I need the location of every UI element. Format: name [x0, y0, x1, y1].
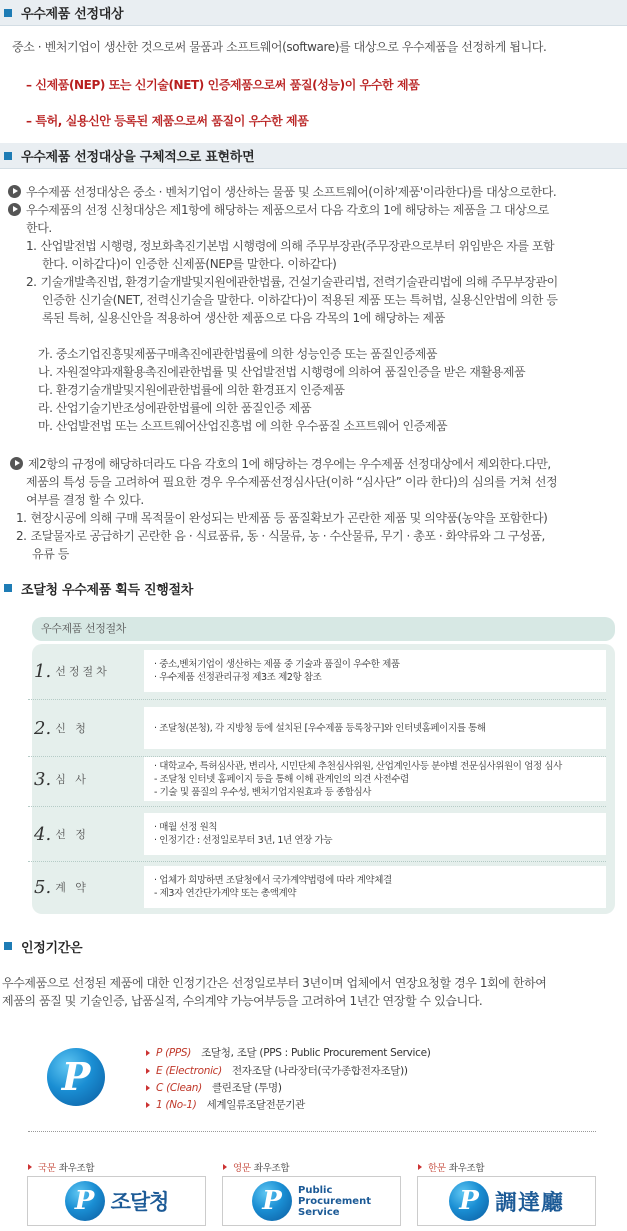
pps-key: 1 (No-1)	[156, 1098, 197, 1111]
step-label	[28, 813, 148, 855]
step-description	[144, 707, 606, 749]
pps-logo-icon: P	[449, 1181, 489, 1221]
sub-item: 라. 산업기술기반조성에관한법률에 의한 품질인증 제품	[38, 401, 312, 415]
arrow-item-3-cont-2: 여부를 결정 할 수 있다.	[26, 493, 144, 507]
arrow-item-2-cont: 한다.	[26, 221, 52, 235]
triangle-bullet-icon	[146, 1085, 150, 1091]
step-label	[28, 650, 148, 692]
section-bullet-icon	[4, 9, 12, 17]
logo-wordmark: 調達廳	[494, 1189, 564, 1216]
procedure-step-2	[28, 707, 613, 749]
step-divider	[28, 861, 606, 862]
section-title: 인정기간은	[21, 940, 83, 956]
section-header-period	[0, 933, 627, 959]
step-name: 선 정	[55, 828, 89, 841]
item-number: 2.	[26, 275, 37, 289]
step-line: - 제3자 연간단가계약 또는 총액계약	[154, 888, 297, 899]
dotted-divider	[28, 1131, 596, 1132]
procedure-step-5	[28, 866, 613, 908]
sub-item: 마. 산업발전법 또는 소프트웨어산업진흥법 에 의한 우수품질 소프트웨어 인증제품	[38, 419, 448, 433]
item-number: 1.	[26, 239, 37, 253]
logo-wordmark: 조달청	[110, 1190, 169, 1214]
step-description	[144, 757, 606, 801]
step-line: · 인정기간 : 선정일로부터 3년, 1년 연장 가능	[154, 835, 333, 846]
step-line: · 우수제품 선정관리규정 제3조 제2항 참조	[154, 672, 322, 683]
arrow-bullet-icon	[8, 203, 21, 216]
step-number: 4.	[34, 823, 52, 845]
step-description	[144, 650, 606, 692]
step-divider	[28, 806, 606, 807]
pps-key: E (Electronic)	[156, 1064, 222, 1077]
section-header-target	[0, 0, 627, 26]
procedure-box-title: 우수제품 선정절차	[32, 617, 615, 641]
triangle-bullet-icon	[146, 1068, 150, 1074]
procedure-step-1	[28, 650, 613, 692]
section1-point-1: – 신제품(NEP) 또는 신기술(NET) 인증제품으로써 품질(성능)이 우수한 제품	[26, 78, 420, 92]
triangle-bullet-icon	[28, 1164, 32, 1170]
step-name: 계 약	[55, 881, 89, 894]
pps-key: C (Clean)	[156, 1081, 202, 1094]
section1-point-2: – 특허, 실용신안 등록된 제품으로써 품질이 우수한 제품	[26, 114, 309, 128]
logo-letter: P	[61, 1054, 91, 1099]
procedure-step-3	[28, 757, 613, 801]
caption-highlight: 한문	[428, 1163, 446, 1174]
item-number: 2.	[16, 529, 27, 543]
section-bullet-icon	[4, 584, 12, 592]
wordmark-line: Public	[298, 1184, 333, 1196]
arrow-item-3-cont-1: 제품의 특성 등을 고려하여 필요한 경우 우수제품선정심사단(이하 “심사단” 이라 한다)의 심의를 거쳐 선정	[26, 475, 558, 489]
triangle-bullet-icon	[146, 1102, 150, 1108]
step-number: 3.	[34, 768, 52, 790]
step-number: 1.	[34, 660, 52, 682]
period-text-line-1: 우수제품으로 선정된 제품에 대한 인정기간은 선정일로부터 3년이며 업체에서 연장요청할 경우 1회에 한하여	[2, 976, 547, 990]
numbered-item-2	[26, 273, 558, 291]
logo-caption-korean	[28, 1160, 94, 1174]
logo-wordmark	[298, 1185, 371, 1218]
period-text-line-2: 제품의 품질 및 기술인증, 납품실적, 수의계약 가능여부등을 고려하여 1년간 연장할 수 있습니다.	[2, 994, 483, 1008]
step-number: 5.	[34, 876, 52, 898]
sub-item: 가. 중소기업진흥및제품구매촉진에관한법률에 의한 성능인증 또는 품질인증제품	[38, 347, 438, 361]
triangle-bullet-icon	[223, 1164, 227, 1170]
arrow-item-text: 우수제품의 선정 신청대상은 제1항에 해당하는 제품으로서 다음 각호의 1에 해당하는 제품을 그 대상으로	[26, 203, 549, 217]
step-label	[28, 707, 148, 749]
logo-english	[222, 1176, 401, 1226]
pps-value: 클린조달 (투명)	[211, 1082, 282, 1094]
sub-item: 다. 환경기술개발및지원에관한법률에 의한 환경표지 인증제품	[38, 383, 345, 397]
pps-meaning-row	[146, 1045, 431, 1060]
triangle-bullet-icon	[418, 1164, 422, 1170]
caption-text: 좌우조합	[253, 1163, 290, 1174]
pps-logo-icon: P	[252, 1181, 292, 1221]
section-header-procedure	[0, 575, 627, 601]
item-text: 기술개발촉진법, 환경기술개발및지원에관한법률, 건설기술관리법, 전력기술관리법에 의해 주무부장관이	[40, 275, 558, 289]
step-line: · 중소,벤처기업이 생산하는 제품 중 기술과 품질이 우수한 제품	[154, 659, 400, 670]
section-title: 조달청 우수제품 획득 진행절차	[21, 582, 194, 598]
section-title: 우수제품 선정대상을 구체적으로 표현하면	[21, 150, 255, 165]
step-description	[144, 813, 606, 855]
logo-caption-english	[223, 1160, 289, 1174]
numbered-item-2-cont-2: 록된 특허, 실용신안을 적용하여 생산한 제품으로 다음 각목의 1에 해당하는 제품	[42, 311, 445, 325]
numbered-item-1	[26, 237, 554, 255]
step-label	[28, 757, 148, 801]
pps-meaning-row	[146, 1097, 305, 1112]
logo-caption-chinese	[418, 1160, 484, 1174]
numbered-item-1-cont: 한다. 이하같다)이 인증한 신제품(NEP를 말한다. 이하같다)	[42, 257, 337, 271]
step-line: · 매월 선정 원칙	[154, 822, 218, 833]
pps-value: 전자조달 (나라장터(국가종합전자조달))	[231, 1065, 408, 1077]
caption-text: 좌우조합	[58, 1163, 95, 1174]
procedure-step-4	[28, 813, 613, 855]
arrow-item-1	[8, 183, 618, 201]
item-number: 1.	[16, 511, 27, 525]
exclusion-item-2-cont: 유류 등	[32, 547, 69, 561]
step-line: - 기술 및 품질의 우수성, 벤처기업지원효과 등 종합심사	[154, 786, 372, 798]
step-line: · 대학교수, 특허심사관, 변리사, 시민단체 추천심사위원, 산업계인사등 분야별 전문심사위원이 엄정 심사	[154, 760, 562, 772]
wordmark-line: Procurement	[298, 1195, 371, 1207]
pps-key: P (PPS)	[156, 1046, 192, 1059]
step-line: - 조달청 인터넷 홈페이지 등을 통해 이해 관계인의 의견 사전수렴	[154, 773, 409, 785]
step-name: 심 사	[55, 773, 89, 786]
pps-logo-icon	[47, 1048, 105, 1106]
pps-value: 세계일류조달전문기관	[206, 1099, 305, 1111]
exclusion-item-1	[16, 509, 547, 527]
arrow-item-text: 우수제품 선정대상은 중소 · 벤처기업이 생산하는 물품 및 소프트웨어(이하'제품'이라한다)를 대상으로한다.	[26, 185, 557, 199]
step-name: 신 청	[55, 722, 89, 735]
caption-highlight: 영문	[233, 1163, 251, 1174]
step-label	[28, 866, 148, 908]
section-bullet-icon	[4, 152, 12, 160]
arrow-item-2	[8, 201, 618, 219]
arrow-bullet-icon	[8, 185, 21, 198]
pps-meaning-row	[146, 1080, 282, 1095]
step-divider	[28, 699, 606, 700]
item-text: 조달물자로 공급하기 곤란한 음 · 식료품류, 동 · 식물류, 농 · 수산물류, 무기 · 총포 · 화약류와 그 구성품,	[30, 529, 545, 543]
step-line: · 조달청(본청), 각 지방청 등에 설치된 [우수제품 등록창구]와 인터넷홈페이지를 통해	[154, 722, 486, 734]
caption-text: 좌우조합	[448, 1163, 485, 1174]
step-number: 2.	[34, 717, 52, 739]
step-description	[144, 866, 606, 908]
wordmark-line: Service	[298, 1206, 340, 1218]
pps-logo-icon: P	[65, 1181, 105, 1221]
section1-intro: 중소 · 벤처기업이 생산한 것으로써 물품과 소프트웨어(software)를 대상으로 우수제품을 선정하게 됩니다.	[12, 40, 547, 54]
logo-chinese	[417, 1176, 596, 1226]
arrow-bullet-icon	[10, 457, 23, 470]
section-bullet-icon	[4, 942, 12, 950]
sub-item: 나. 자원절약과재활용촉진에관한법률 및 산업발전법 시행령에 의하여 품질인증을 받은 재활용제품	[38, 365, 526, 379]
step-name: 선정절차	[55, 665, 110, 678]
pps-value: 조달청, 조달 (PPS : Public Procurement Service)	[201, 1047, 431, 1059]
exclusion-item-2	[16, 527, 545, 545]
step-line: · 업체가 희망하면 조달청에서 국가계약법령에 따라 계약체결	[154, 875, 392, 886]
arrow-item-3	[10, 455, 620, 473]
item-text: 산업발전법 시행령, 정보화촉진기본법 시행령에 의해 주무부장관(주무장관으로부터 위임받은 자를 포함	[40, 239, 555, 253]
item-text: 현장시공에 의해 구매 목적물이 완성되는 반제품 등 품질확보가 곤란한 제품 및 의약품(농약을 포함한다)	[30, 511, 548, 525]
arrow-item-text: 제2항의 규정에 해당하더라도 다음 각호의 1에 해당하는 경우에는 우수제품 선정대상에서 제외한다.다만,	[28, 457, 551, 471]
section-header-detail	[0, 143, 627, 169]
pps-meaning-row	[146, 1063, 408, 1078]
triangle-bullet-icon	[146, 1050, 150, 1056]
caption-highlight: 국문	[38, 1163, 56, 1174]
logo-korean	[27, 1176, 206, 1226]
numbered-item-2-cont-1: 인증한 신기술(NET, 전력신기술을 말한다. 이하같다)이 적용된 제품 또는 특허법, 실용신안법에 의한 등	[42, 293, 558, 307]
section-title: 우수제품 선정대상	[21, 7, 124, 22]
